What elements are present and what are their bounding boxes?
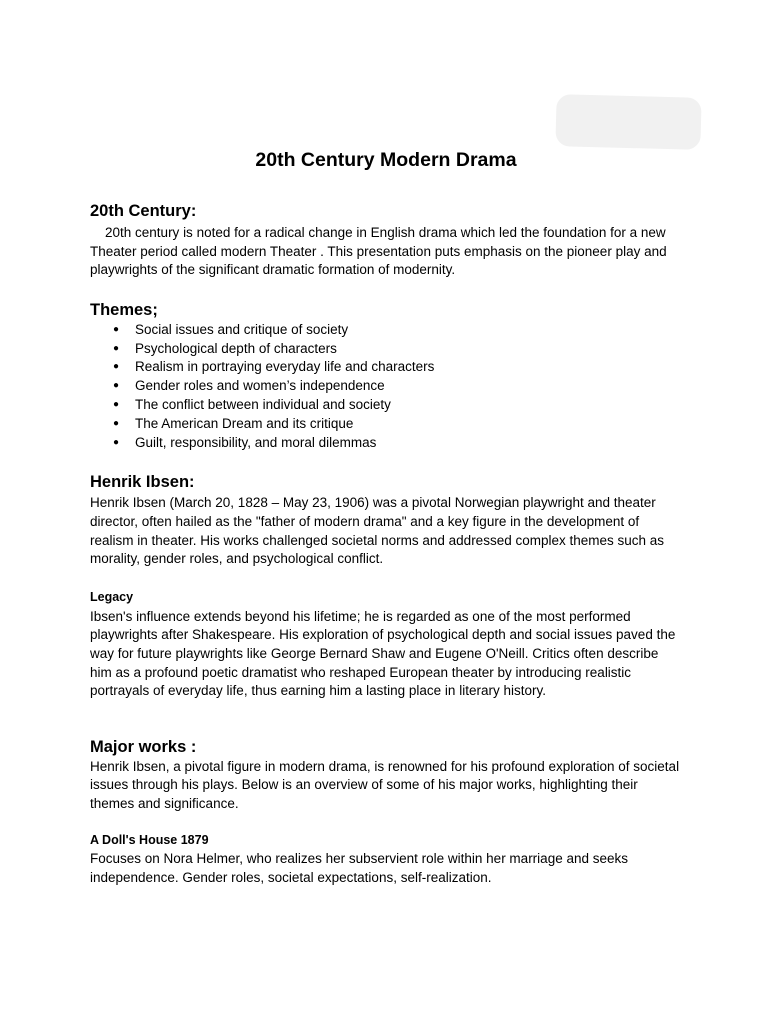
bullet-icon: ● xyxy=(113,361,120,373)
section-heading-major-works: Major works : xyxy=(90,737,197,756)
list-item-text: Guilt, responsibility, and moral dilemmas xyxy=(135,434,377,450)
bullet-icon: ● xyxy=(113,380,120,392)
list-item xyxy=(90,377,682,396)
section-body-legacy: Ibsen's influence extends beyond his lifetime; he is regarded as one of the most performed playwrights after Shakespeare. His exploration of psychological depth and social issues paved the way for future playwrights like George Bernard Shaw and Eugene O'Neill. Critics often describe him as a profound poetic dramatist who reshaped European theater by introducing realistic portrayals of everyday life, thus earning him a lasting place in literary history. xyxy=(90,608,676,699)
section-heading-themes: Themes; xyxy=(90,300,158,319)
section-heading-20th-century: 20th Century: xyxy=(90,202,197,220)
section-heading-henrik-ibsen: Henrik Ibsen: xyxy=(90,473,195,492)
themes-list xyxy=(90,321,682,453)
section-heading-legacy: Legacy xyxy=(90,589,134,604)
list-item xyxy=(90,358,682,377)
section-body-20th-century: 20th century is noted for a radical change in English drama which led the foundation for a new Theater period called modern Theater . This presentation puts emphasis on the pioneer play and playwrights of the significant dramatic formation of modernity. xyxy=(90,225,671,278)
list-item xyxy=(90,321,682,340)
bullet-icon: ● xyxy=(113,323,120,335)
section-heading-dolls-house: A Doll's House 1879 xyxy=(90,833,209,848)
document-page xyxy=(90,146,682,888)
list-item-text: Psychological depth of characters xyxy=(135,340,337,356)
list-item-text: Realism in portraying everyday life and characters xyxy=(135,359,435,375)
section-body-dolls-house: Focuses on Nora Helmer, who realizes her subservient role within her marriage and seeks independence. Gender roles, societal expectations, self-realization. xyxy=(90,851,628,886)
bullet-icon: ● xyxy=(113,436,120,448)
scan-smudge xyxy=(555,94,701,150)
bullet-icon: ● xyxy=(113,417,120,429)
page-title: 20th Century Modern Drama xyxy=(255,149,517,171)
list-item-text: The American Dream and its critique xyxy=(135,415,354,431)
bullet-icon: ● xyxy=(113,398,120,410)
section-body-major-works: Henrik Ibsen, a pivotal figure in modern drama, is renowned for his profound exploration of societal issues through his plays. Below is an overview of some of his major works, highlighting their themes and significance. xyxy=(90,758,680,811)
list-item xyxy=(90,434,682,453)
bullet-icon: ● xyxy=(113,342,120,354)
list-item xyxy=(90,340,682,359)
list-item-text: Gender roles and women’s independence xyxy=(135,378,385,394)
list-item-text: Social issues and critique of society xyxy=(135,321,349,337)
list-item xyxy=(90,415,682,434)
list-item xyxy=(90,396,682,415)
section-body-henrik-ibsen: Henrik Ibsen (March 20, 1828 – May 23, 1906) was a pivotal Norwegian playwright and theater director, often hailed as the "father of modern drama" and a key figure in the development of realism in theater. His works challenged societal norms and addressed complex themes such as morality, gender roles, and psychological conflict. xyxy=(90,495,665,567)
list-item-text: The conflict between individual and society xyxy=(135,396,391,412)
